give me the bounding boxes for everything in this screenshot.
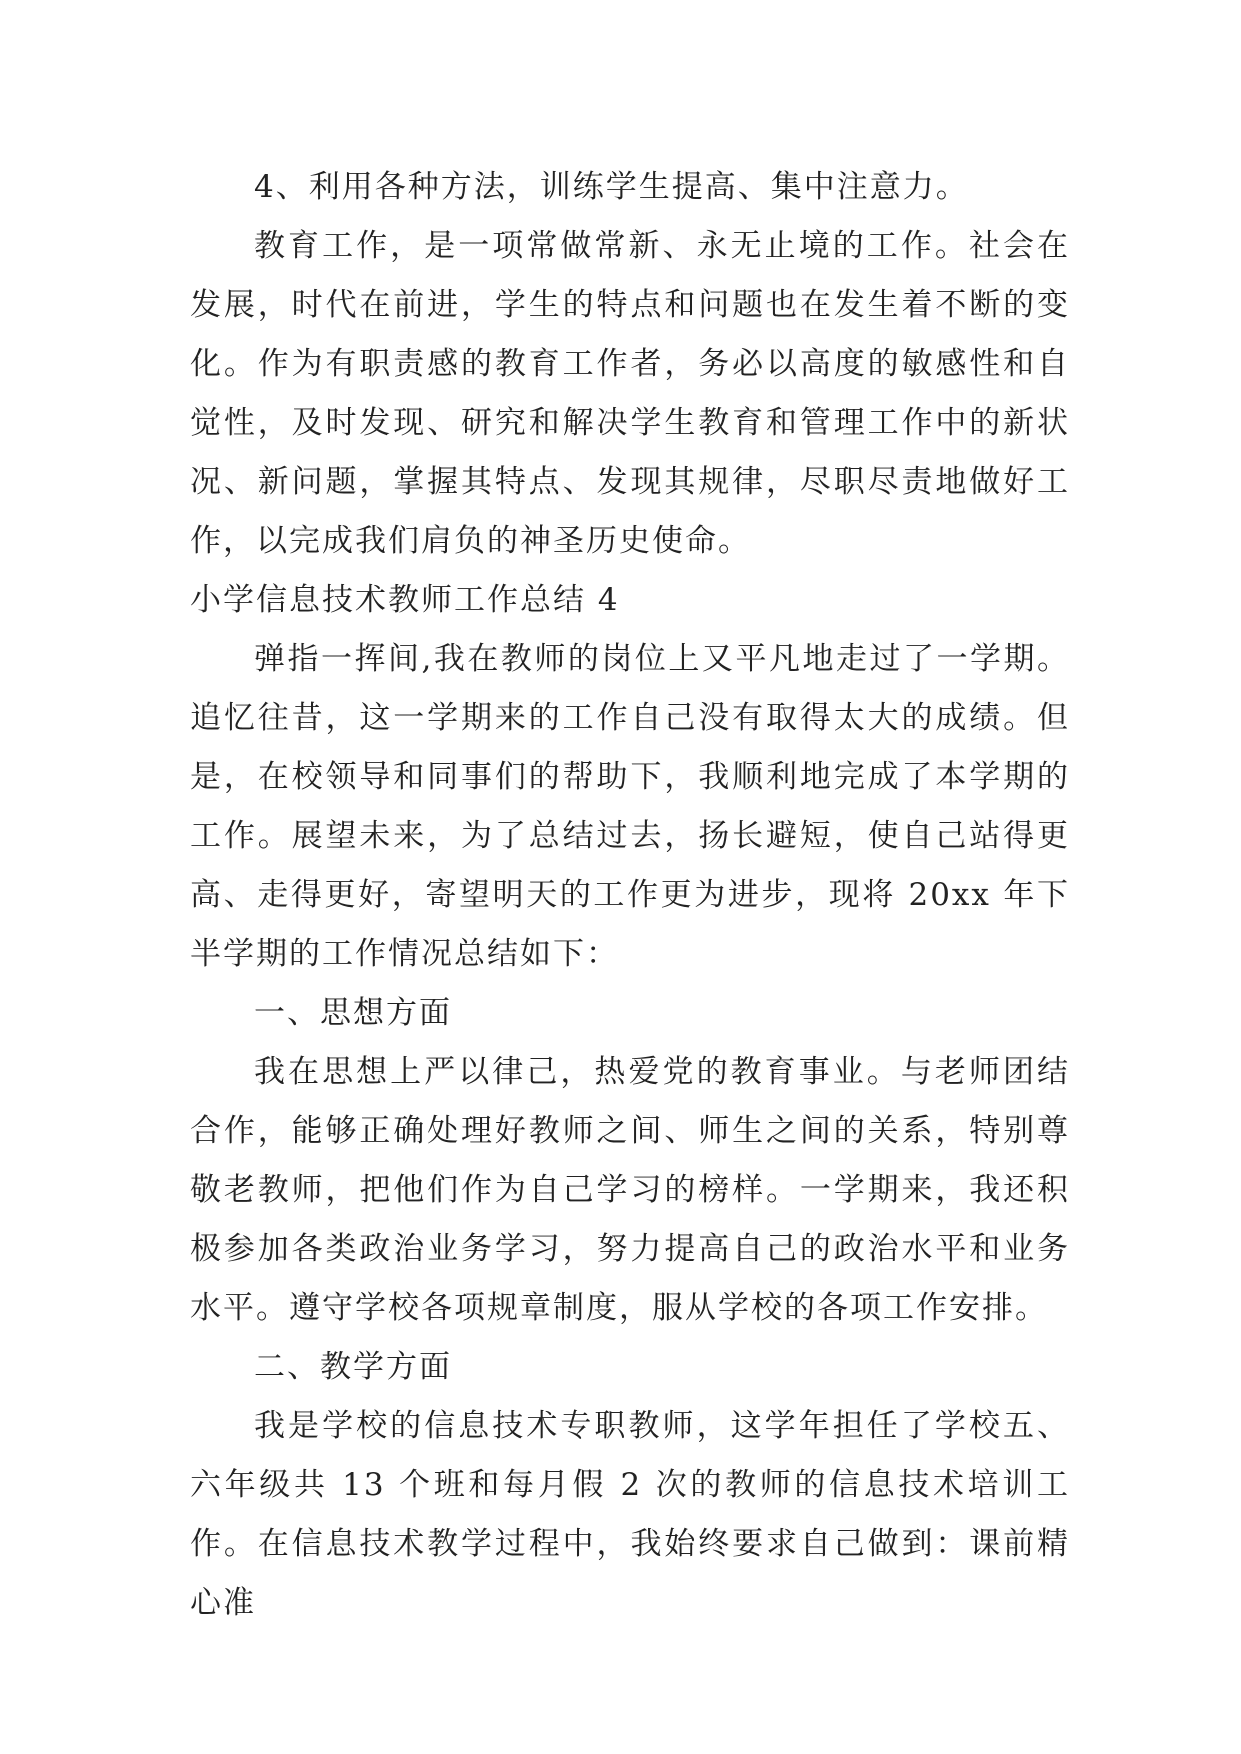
subheading-thought: 一、思想方面: [254, 995, 452, 1031]
paragraph-item-4: 4、利用各种方法，训练学生提高、集中注意力。: [254, 169, 969, 205]
paragraph-intro: 弹指一挥间,我在教师的岗位上又平凡地走过了一学期。追忆往昔，这一学期来的工作自己没有取得太大的成绩。但是，在校领导和同事们的帮助下，我顺利地完成了本学期的工作。展望未来，为了总结过去，扬长避短，使自己站得更高、走得更好，寄望明天的工作更为进步，现将 20xx 年下半学期的工作情况总结如下：: [190, 641, 1070, 972]
paragraph-teaching: 我是学校的信息技术专职教师，这学年担任了学校五、六年级共 13 个班和每月假 2 次的教师的信息技术培训工作。在信息技术教学过程中，我始终要求自己做到：课前精心准: [190, 1408, 1070, 1621]
section-title: 小学信息技术教师工作总结 4: [190, 582, 620, 618]
document-body: [190, 158, 1070, 1633]
paragraph-thought: 我在思想上严以律己，热爱党的教育事业。与老师团结合作，能够正确处理好教师之间、师生之间的关系，特别尊敬老教师，把他们作为自己学习的榜样。一学期来，我还积极参加各类政治业务学习，努力提高自己的政治水平和业务水平。遵守学校各项规章制度，服从学校的各项工作安排。: [190, 1054, 1070, 1326]
subheading-teaching: 二、教学方面: [254, 1349, 452, 1385]
paragraph-education-work: 教育工作，是一项常做常新、永无止境的工作。社会在发展，时代在前进，学生的特点和问题也在发生着不断的变化。作为有职责感的教育工作者，务必以高度的敏感性和自觉性，及时发现、研究和解决学生教育和管理工作中的新状况、新问题，掌握其特点、发现其规律，尽职尽责地做好工作，以完成我们肩负的神圣历史使命。: [190, 228, 1070, 559]
